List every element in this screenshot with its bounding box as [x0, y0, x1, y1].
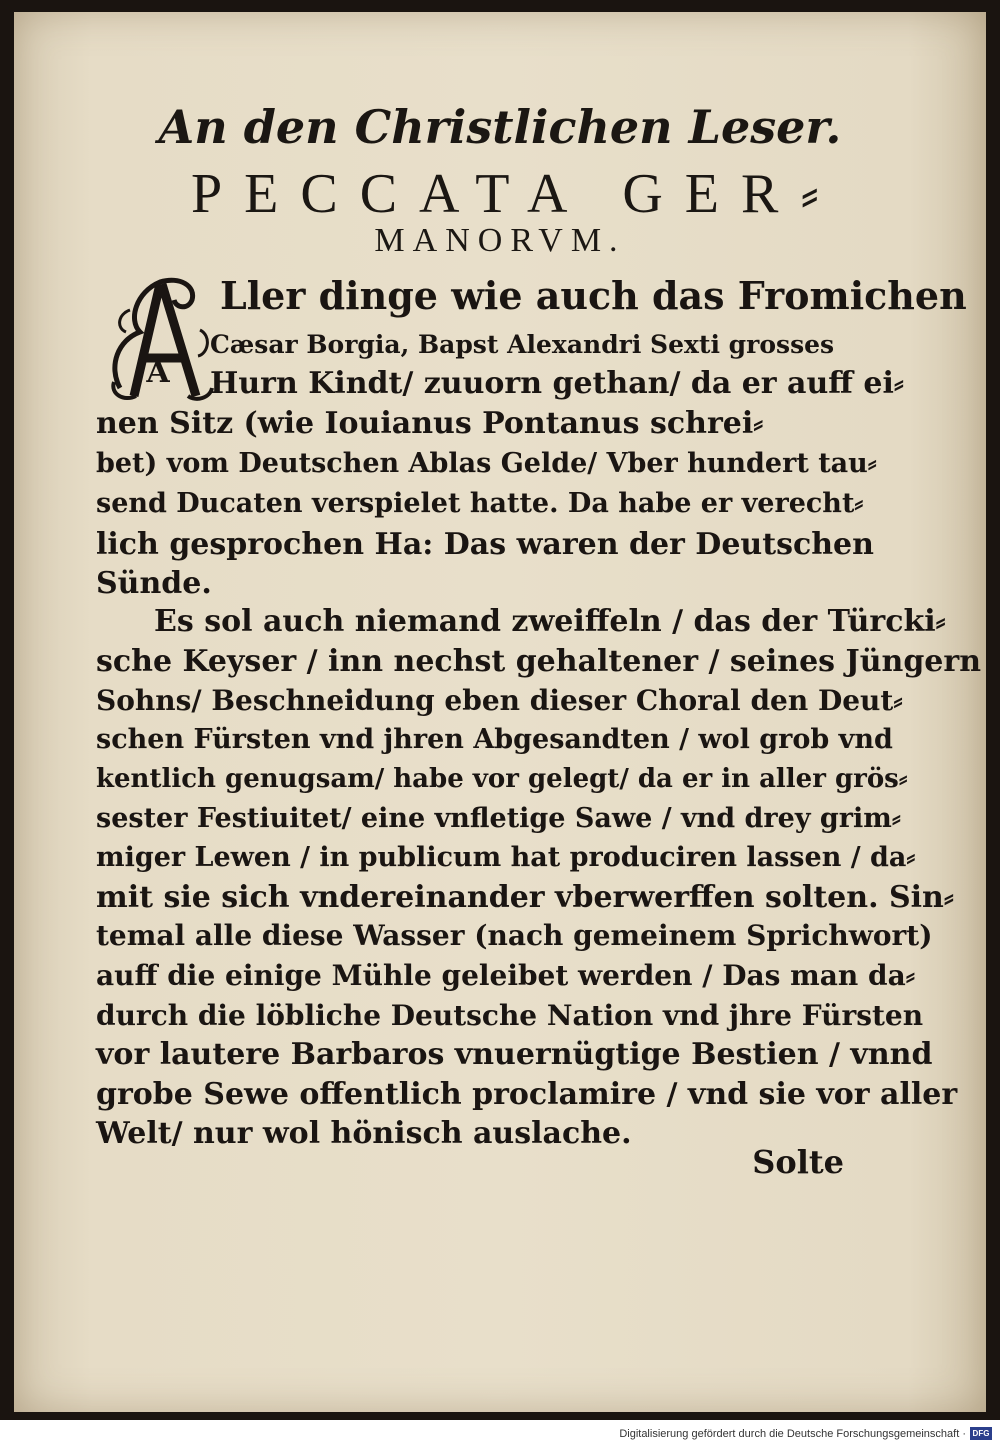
text-line: Es sol auch niemand zweiffeln / das der Türcki⸗ — [154, 604, 946, 639]
footer-bar — [0, 1420, 1000, 1449]
text-line: vor lautere Barbaros vnuernügtige Bestien / vnnd — [96, 1037, 933, 1072]
book-page — [14, 12, 986, 1412]
page-heading: An den Christlichen Leser. — [158, 100, 842, 154]
page-title-line-1: PECCATA GER⸗ — [190, 163, 841, 225]
decorated-initial-a — [100, 270, 218, 410]
text-line: lich gesprochen Ha: Das waren der Deutschen — [96, 527, 874, 562]
text-line: kentlich genugsam/ habe vor gelegt/ da er in aller grös⸗ — [96, 764, 908, 794]
text-line: grobe Sewe offentlich proclamire / vnd sie vor aller — [96, 1077, 958, 1112]
text-line: auff die einige Mühle geleibet werden / Das man da⸗ — [96, 959, 916, 992]
text-line: sester Festiuitet/ eine vnfletige Sawe / vnd drey grim⸗ — [96, 803, 901, 834]
text-line: bet) vom Deutschen Ablas Gelde/ Vber hundert tau⸗ — [96, 448, 877, 479]
text-line: Hurn Kindt/ zuuorn gethan/ da er auff ei⸗ — [210, 366, 904, 401]
text-line: Sohns/ Beschneidung eben dieser Choral den Deut⸗ — [96, 684, 903, 717]
text-line: nen Sitz (wie Iouianus Pontanus schrei⸗ — [96, 406, 764, 441]
text-line: Cæsar Borgia, Bapst Alexandri Sexti grosses — [210, 330, 835, 359]
text-line: Welt/ nur wol hönisch auslache. — [96, 1116, 632, 1151]
text-line: sche Keyser / inn nechst gehaltener / seines Jüngern — [96, 644, 981, 679]
text-line: schen Fürsten vnd jhren Abgesandten / wol grob vnd — [96, 724, 893, 755]
text-line: temal alle diese Wasser (nach gemeinem Sprichwort) — [96, 919, 933, 952]
catchword: Solte — [752, 1143, 844, 1181]
footer-credit: Digitalisierung gefördert durch die Deutsche Forschungsgemeinschaft · — [619, 1428, 966, 1440]
text-line: Ller dinge wie auch das Fromichen — [220, 273, 967, 318]
text-line: miger Lewen / in publicum hat produciren lassen / da⸗ — [96, 842, 916, 873]
page-title-line-2: MANORVM. — [374, 222, 626, 259]
dropcap-letter: A — [146, 355, 170, 390]
dfg-logo: DFG — [970, 1427, 992, 1440]
text-line: Sünde. — [96, 566, 212, 601]
text-line: durch die löbliche Deutsche Nation vnd jhre Fürsten — [96, 999, 924, 1032]
text-line: mit sie sich vndereinander vberwerffen solten. Sin⸗ — [96, 880, 954, 915]
text-line: send Ducaten verspielet hatte. Da habe er verecht⸗ — [96, 488, 864, 519]
